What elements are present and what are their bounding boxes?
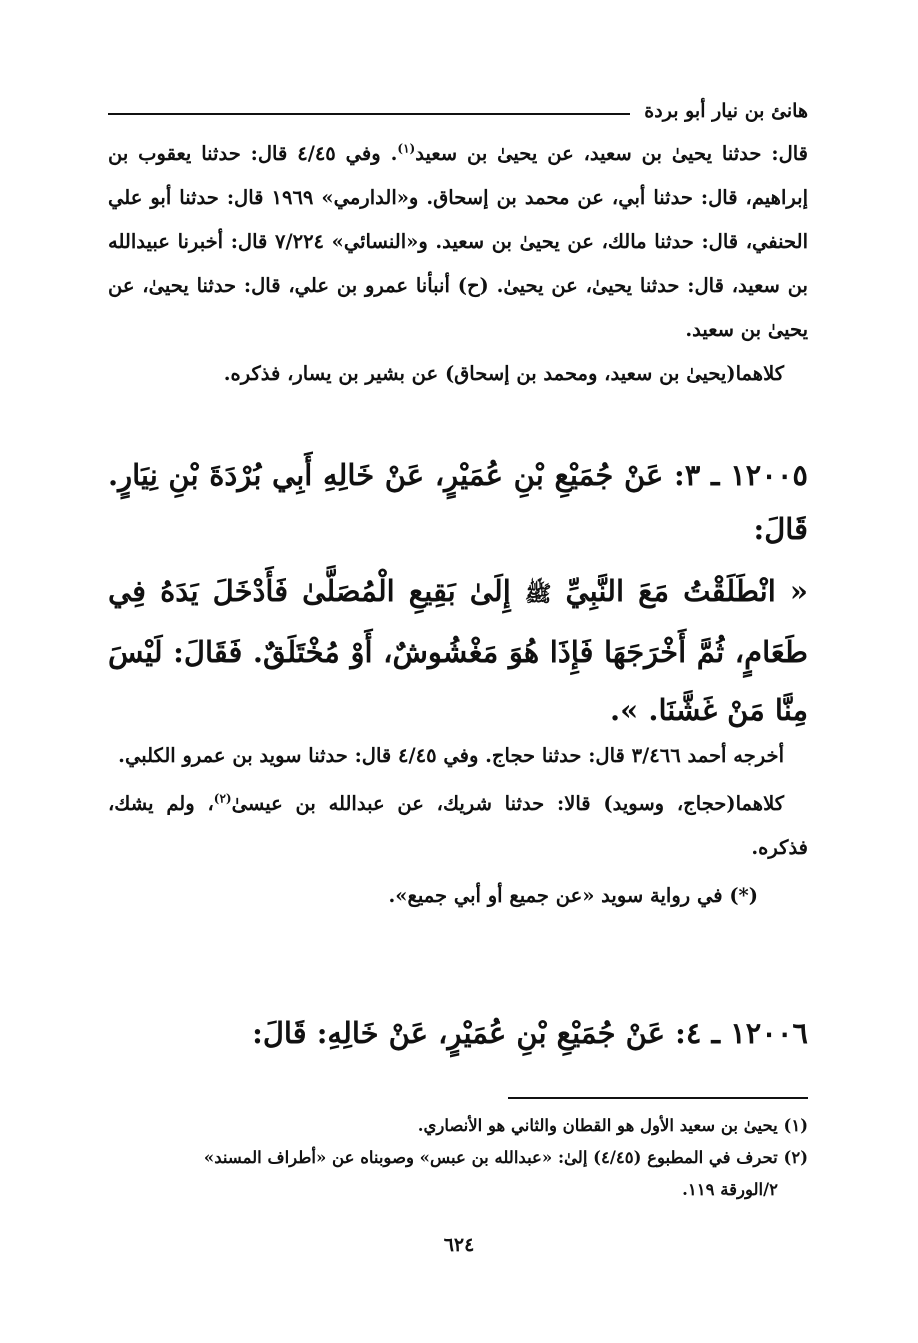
footnotes	[108, 1110, 808, 1206]
running-header	[108, 96, 808, 126]
hadith-12006	[108, 1006, 808, 1060]
hadith-12005	[108, 448, 808, 739]
text-run: قال: حدثنا يحيىٰ بن سعيد، عن يحيىٰ بن سعيد	[415, 142, 809, 165]
hadith-12005-takhrij	[108, 734, 808, 918]
takhrij-paragraph-1	[108, 132, 808, 352]
text-run: إِلَىٰ بَقِيعِ الْمُصَلَّىٰ فَأَدْخَلَ يَدَهُ فِي طَعَامٍ، ثُمَّ أَخْرَجَهَا فَإِذَا هُوَ مَغْشُوشٌ، أَوْ مُخْتَلَقٌ. فَقَالَ: لَيْسَ مِنَّا مَنْ غَشَّنَا. ».	[108, 574, 808, 727]
transmission-note: (*) في رواية سويد «عن جميع أو أبي جميع».	[388, 884, 758, 907]
header-rule	[108, 113, 630, 115]
footnote-2: (٢) تحرف في المطبوع (٤/٤٥) إلىٰ: «عبدالله بن عبس» وصوبناه عن «أطراف المسند»	[203, 1148, 808, 1167]
page-number: ٦٢٤	[443, 1234, 475, 1256]
running-title: هانئ بن نيار أبو بردة	[644, 100, 808, 122]
footnote-1: (١) يحيىٰ بن سعيد الأول هو القطان والثاني هو الأنصاري.	[417, 1116, 808, 1135]
text-run: ، ولم يشك، فذكره.	[108, 792, 808, 859]
footnote-marker-2: (٢)	[213, 791, 232, 806]
footnote-2-continuation: ٢/الورقة ١١٩.	[682, 1180, 778, 1199]
text-run: كلاهما(حجاج، وسويد) قالا: حدثنا شريك، عن عبدالله بن عيسىٰ	[231, 792, 784, 815]
section-1	[108, 132, 808, 396]
hadith-title: ١٢٠٠٦ ـ ٤: عَنْ جُمَيْعِ بْنِ عُمَيْرٍ، عَنْ خَالِهِ: قَالَ:	[252, 1016, 808, 1050]
text-run: . وفي ٤/٤٥ قال: حدثنا يعقوب بن إبراهيم، قال: حدثنا أبي، عن محمد بن إسحاق. و«الدارمي» ١٩٦٩ قال: حدثنا أبو علي الحنفي، قال: حدثنا مالك، عن يحيىٰ بن سعيد. و«النسائي» ٧/٢٢٤ قال: أخبرنا عبيدالله بن سعيد، قال: حدثنا يحيىٰ، عن يحيىٰ. (ح) أنبأنا عمرو بن علي، قال: حدثنا يحيىٰ، عن يحيىٰ بن سعيد.	[108, 142, 809, 341]
takhrij-paragraph-3: أخرجه أحمد ٣/٤٦٦ قال: حدثنا حجاج. وفي ٤/٤٥ قال: حدثنا سويد بن عمرو الكلبي.	[118, 744, 784, 767]
honorific-glyph: ﷺ	[524, 581, 552, 607]
takhrij-paragraph-4	[108, 782, 808, 870]
footnote-marker-1: (١)	[397, 141, 416, 156]
hadith-title: ١٢٠٠٥ ـ ٣: عَنْ جُمَيْعِ بْنِ عُمَيْرٍ، عَنْ خَالِهِ أَبِي بُرْدَةَ بْنِ نِيَارٍ. قَالَ:	[108, 458, 808, 546]
text-run: « انْطَلَقْتُ مَعَ النَّبِيِّ	[565, 574, 808, 608]
footnote-rule	[508, 1097, 808, 1099]
hadith-text	[108, 562, 808, 739]
takhrij-paragraph-2: كلاهما(يحيىٰ بن سعيد، ومحمد بن إسحاق) عن بشير بن يسار، فذكره.	[223, 362, 784, 385]
